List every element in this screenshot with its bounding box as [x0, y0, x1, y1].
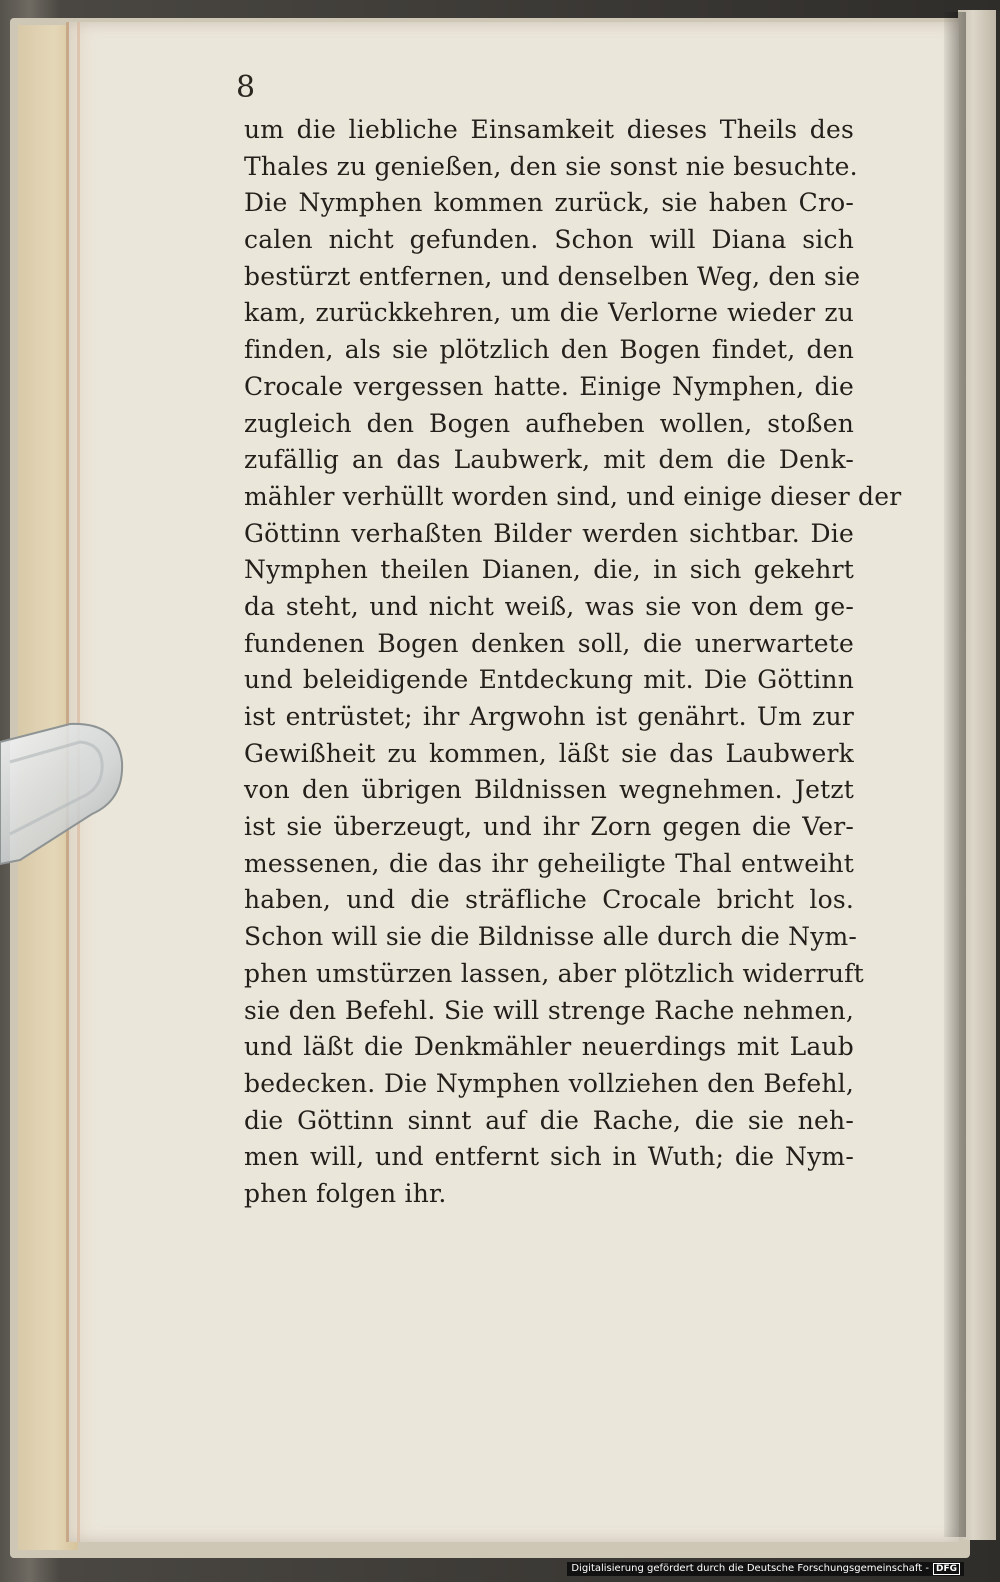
text-line: men will, und entfernt sich in Wuth; die Nym-	[244, 1142, 854, 1172]
text-line: Göttinn verhaßten Bilder werden sichtbar. Die	[244, 518, 854, 548]
text-line: zufällig an das Laubwerk, mit dem die Denk-	[244, 445, 854, 475]
page-text	[244, 112, 902, 1213]
text-line: kam, zurückkehren, um die Verlorne wieder zu	[244, 298, 854, 328]
text-line: sie den Befehl. Sie will strenge Rache nehmen,	[244, 995, 854, 1025]
text-line: Crocale vergessen hatte. Einige Nymphen, die	[244, 371, 854, 401]
text-line: Die Nymphen kommen zurück, sie haben Cro-	[244, 188, 854, 218]
text-line: mähler verhüllt worden sind, und einige dieser der	[244, 481, 902, 511]
digitization-credit	[567, 1562, 964, 1576]
text-line: calen nicht gefunden. Schon will Diana sich	[244, 225, 854, 255]
text-line: die Göttinn sinnt auf die Rache, die sie neh-	[244, 1105, 854, 1135]
page-clip-icon	[0, 722, 125, 867]
dfg-logo: DFG	[933, 1563, 960, 1575]
text-line: und beleidigende Entdeckung mit. Die Göttinn	[244, 665, 854, 695]
text-line: bedecken. Die Nymphen vollziehen den Befehl,	[244, 1068, 854, 1098]
text-line: fundenen Bogen denken soll, die unerwartete	[244, 628, 854, 658]
text-line: um die liebliche Einsamkeit dieses Theils des	[244, 115, 854, 144]
text-line: phen umstürzen lassen, aber plötzlich widerruft	[244, 958, 864, 988]
text-line: finden, als sie plötzlich den Bogen findet, den	[244, 335, 854, 365]
text-line: phen folgen ihr.	[244, 1178, 447, 1208]
text-line: zugleich den Bogen aufheben wollen, stoßen	[244, 408, 854, 438]
text-line: und läßt die Denkmähler neuerdings mit Laub	[244, 1032, 854, 1062]
text-line: Thales zu genießen, den sie sonst nie besuchte.	[244, 151, 858, 181]
text-line: messenen, die das ihr geheiligte Thal entweiht	[244, 848, 854, 878]
text-line: Gewißheit zu kommen, läßt sie das Laubwerk	[244, 738, 854, 768]
text-line: Schon will sie die Bildnisse alle durch die Nym-	[244, 922, 858, 952]
text-line: haben, und die sträfliche Crocale bricht los.	[244, 885, 854, 915]
page-number: 8	[236, 70, 257, 105]
text-line: Nymphen theilen Dianen, die, in sich gekehrt	[244, 555, 854, 585]
credit-text: Digitalisierung gefördert durch die Deutsche Forschungsgemeinschaft -	[571, 1563, 929, 1574]
text-line: ist entrüstet; ihr Argwohn ist genährt. Um zur	[244, 702, 854, 731]
text-line: bestürzt entfernen, und denselben Weg, den sie	[244, 261, 861, 291]
text-line: von den übrigen Bildnissen wegnehmen. Jetzt	[244, 775, 854, 805]
text-line: ist sie überzeugt, und ihr Zorn gegen die Ver-	[244, 812, 854, 842]
text-line: da steht, und nicht weiß, was sie von dem ge-	[244, 591, 854, 621]
spine-shadow	[944, 12, 966, 1537]
